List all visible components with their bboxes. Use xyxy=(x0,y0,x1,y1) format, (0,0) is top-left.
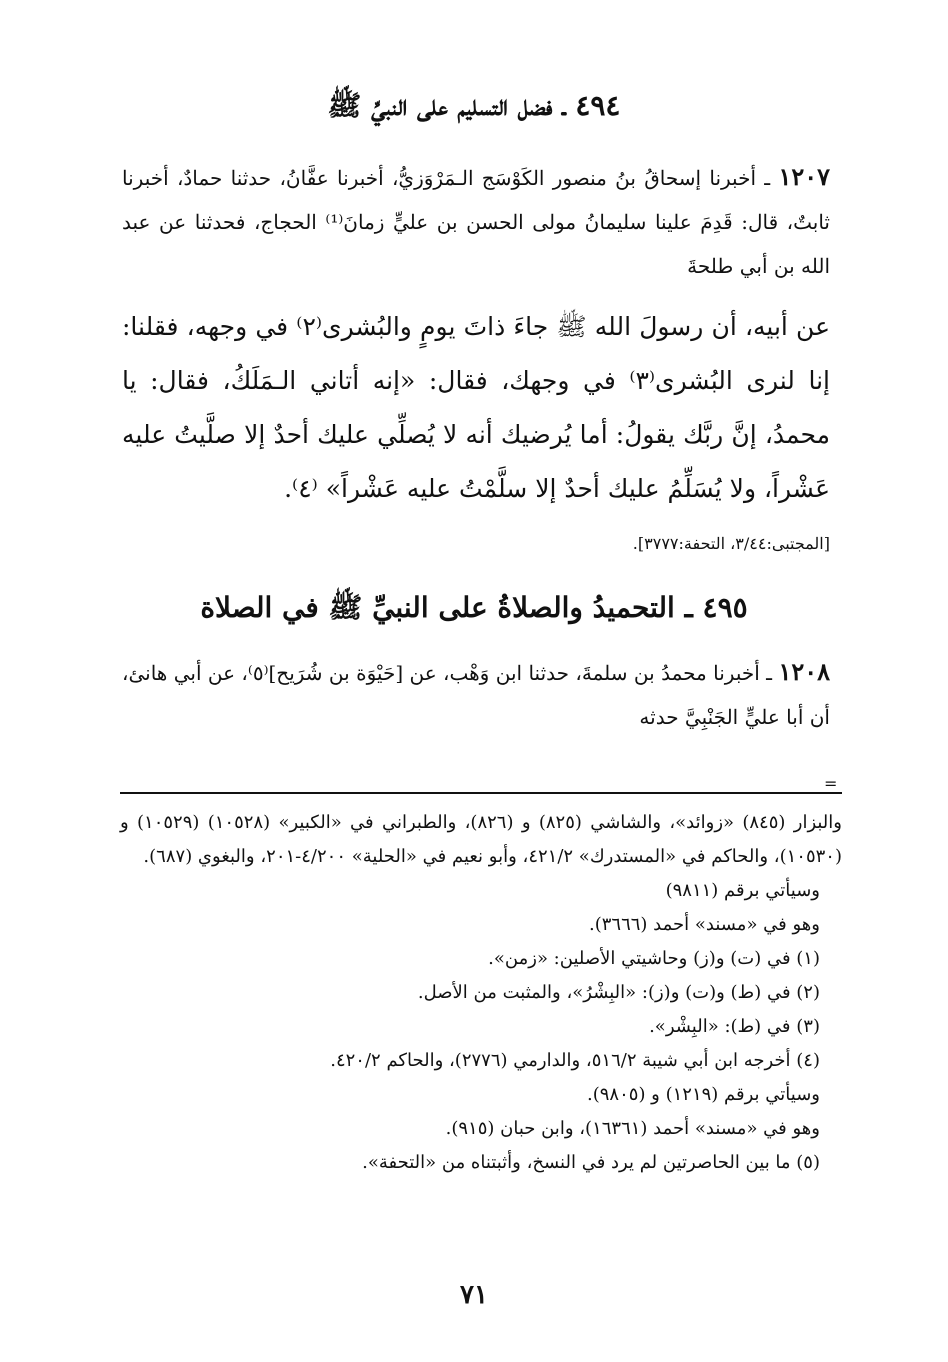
footnote-4-musnad: وهو في «مسند» أحمد (١٦٣٦١)، وابن حبان (٩١٥). xyxy=(445,1118,820,1139)
footnote-2: (٢) في (ط) و(ت) و(ز): «البِشْرُ»، والمثبت من الأصل. xyxy=(417,982,820,1003)
hadith-1207-isnad-text: ـ أخبرنا إسحاقُ بنُ منصور الكَوْسَج الـمَرْوَزيُّ، أخبرنا عفَّانُ، حدثنا حمادٌ، أخبرنا ثابتٌ، قال: قَدِمَ علينا سليمانُ مولى الحسن بن عليٍّ زمانَ⁽¹⁾ الحجاج، فحدثنا عن عبد الله بن أبي طلحةَ xyxy=(122,166,831,278)
footnote-4-see-also: وسيأتي برقم (١٢١٩) و (٩٨٠٥). xyxy=(587,1084,820,1105)
hadith-1208-isnad xyxy=(122,650,830,739)
footnote-continuation-mark: = xyxy=(824,774,838,793)
hadith-1207-reference: [المجتبى:٣/٤٤، التحفة:٣٧٧٧]. xyxy=(632,534,830,553)
hadith-1207-number: ١٢٠٧ xyxy=(778,162,830,191)
hadith-1208-number: ١٢٠٨ xyxy=(778,657,830,686)
section-494-heading: ٤٩٤ ـ فضل التسليم على النبيِّ ﷺ xyxy=(327,89,621,122)
footnote-see-also: وسيأتي برقم (٩٨١١) xyxy=(665,880,820,901)
hadith-1207-isnad xyxy=(122,155,830,288)
footnotes xyxy=(120,806,842,1180)
footnote-continuation: والبزار (٨٤٥) «زوائد»، والشاشي (٨٢٥) و (٨٢٦)، والطبراني في «الكبير» (١٠٥٢٨) (١٠٥٢٩) و (١٠٥٣٠)، والحاكم في «المستدرك» ٤٢١/٢، وأبو نعيم في «الحلية» ٤/٢٠٠-٢٠١، والبغوي (٦٨٧). xyxy=(120,812,842,867)
hadith-1208-isnad-text: ـ أخبرنا محمدُ بن سلمةَ، حدثنا ابن وَهْب، عن [حَيْوَة بن شُرَيح]⁽٥⁾، عن أبي هانئ، أن أبا عليٍّ الجَنْبِيَّ حدثه xyxy=(122,661,830,729)
footnote-4: (٤) أخرجه ابن أبي شيبة ٥١٦/٢، والدارمي (٢٧٧٦)، والحاكم ٤٢٠/٢. xyxy=(330,1050,820,1071)
section-495-heading: ٤٩٥ ـ التحميدُ والصلاةُ على النبيِّ ﷺ في الصلاة xyxy=(200,591,748,624)
footnote-separator xyxy=(120,792,842,794)
hadith-1207-matn: عن أبيه، أن رسولَ الله ﷺ جاءَ ذاتَ يومٍ والبُشرى⁽٢⁾ في وجهه، فقلنا: إنا لنرى البُشرى⁽٣⁾ في وجهك، فقال: «إنه أتاني الـمَلَكُ، فقال: يا محمدُ، إنَّ ربَّك يقولُ: أما يُرضيك أنه لا يُصلِّي عليك أحدٌ إلا صلَّيتُ عليه عَشْراً، ولا يُسَلِّمُ عليك أحدٌ إلا سلَّمْتُ عليه عَشْراً» ⁽٤⁾. xyxy=(122,312,830,503)
page-number: ٧١ xyxy=(460,1280,488,1310)
footnote-musnad: وهو في «مسند» أحمد (٣٦٦٦). xyxy=(588,914,820,935)
footnote-1: (١) في (ت) و(ز) وحاشيتي الأصلين: «زمن». xyxy=(488,948,820,969)
footnote-5: (٥) ما بين الحاصرتين لم يرد في النسخ، وأثبتناه من «التحفة». xyxy=(362,1152,820,1173)
footnote-3: (٣) في (ط): «البِشْر». xyxy=(649,1016,820,1037)
